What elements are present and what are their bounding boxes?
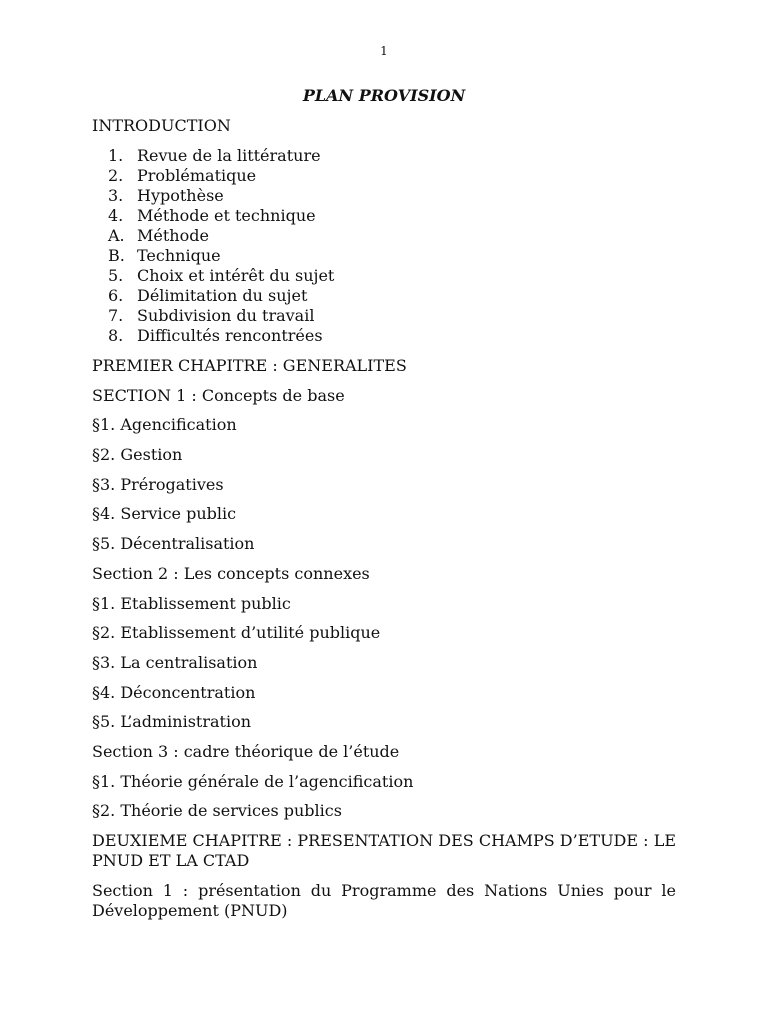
list-item-label: Méthode [137, 226, 209, 245]
list-item-number: 6. [108, 286, 124, 305]
paragraph-heading: §5. Décentralisation [92, 534, 255, 554]
section-1-pnud-line-2: Développement (PNUD) [92, 900, 288, 920]
list-item [92, 326, 676, 346]
list-item [92, 286, 676, 306]
chapter-2-heading [92, 831, 676, 871]
list-item-label: Difficultés rencontrées [137, 326, 323, 345]
paragraph-heading: §5. L’administration [92, 712, 252, 732]
chapter-2-line-2: PNUD ET LA CTAD [92, 851, 250, 870]
introduction-list [92, 146, 676, 346]
list-item [92, 266, 676, 286]
list-item-label: Délimitation du sujet [137, 286, 308, 305]
section-heading: Section 3 : cadre théorique de l’étude [92, 741, 400, 761]
paragraph-heading: §2. Etablissement d’utilité publique [92, 623, 381, 643]
list-item-number: B. [108, 246, 125, 265]
paragraph-heading: §1. Etablissement public [92, 593, 291, 613]
paragraph-heading: §2. Gestion [92, 445, 183, 465]
list-item-number: 3. [108, 186, 124, 205]
section-heading: Section 2 : Les concepts connexes [92, 563, 370, 583]
introduction-heading: INTRODUCTION [92, 116, 231, 135]
list-item-label: Méthode et technique [137, 206, 316, 225]
list-item-number: 7. [108, 306, 124, 325]
list-item [92, 206, 676, 226]
paragraph-heading: §3. Prérogatives [92, 474, 224, 494]
section-1-pnud-line-1: Section 1 : présentation du Programme des Nations Unies pour le [92, 880, 676, 900]
list-item-label: Revue de la littérature [137, 146, 321, 165]
paragraph-heading: §2. Théorie de services publics [92, 801, 342, 821]
section-1-pnud-heading [92, 881, 676, 921]
list-item-number: 2. [108, 166, 124, 185]
document-body [92, 116, 676, 930]
paragraph-heading: §1. Agencification [92, 415, 237, 435]
list-item [92, 306, 676, 326]
chapter-2-line-1: DEUXIEME CHAPITRE : PRESENTATION DES CHAMPS D’ETUDE : LE [92, 831, 676, 850]
list-item-number: 8. [108, 326, 124, 345]
list-item [92, 146, 676, 166]
page-number: 1 [380, 44, 388, 58]
section-heading: SECTION 1 : Concepts de base [92, 385, 345, 405]
list-item [92, 226, 676, 246]
paragraph-heading: §1. Théorie générale de l’agencification [92, 771, 414, 791]
paragraph-heading: §3. La centralisation [92, 652, 258, 672]
list-item-number: 4. [108, 206, 124, 225]
list-item-number: 1. [108, 146, 124, 165]
document-title: PLAN PROVISION [302, 86, 466, 105]
list-item [92, 186, 676, 206]
paragraph-heading: §4. Déconcentration [92, 682, 256, 702]
list-item-label: Subdivision du travail [137, 306, 315, 325]
list-item-number: 5. [108, 266, 124, 285]
list-item-label: Problématique [137, 166, 257, 185]
paragraph-heading: §4. Service public [92, 504, 237, 524]
list-item-label: Technique [137, 246, 221, 265]
list-item-label: Choix et intérêt du sujet [137, 266, 335, 285]
list-item-label: Hypothèse [137, 186, 224, 205]
list-item [92, 246, 676, 266]
list-item [92, 166, 676, 186]
list-item-number: A. [108, 226, 125, 245]
chapter-1-heading: PREMIER CHAPITRE : GENERALITES [92, 356, 407, 375]
